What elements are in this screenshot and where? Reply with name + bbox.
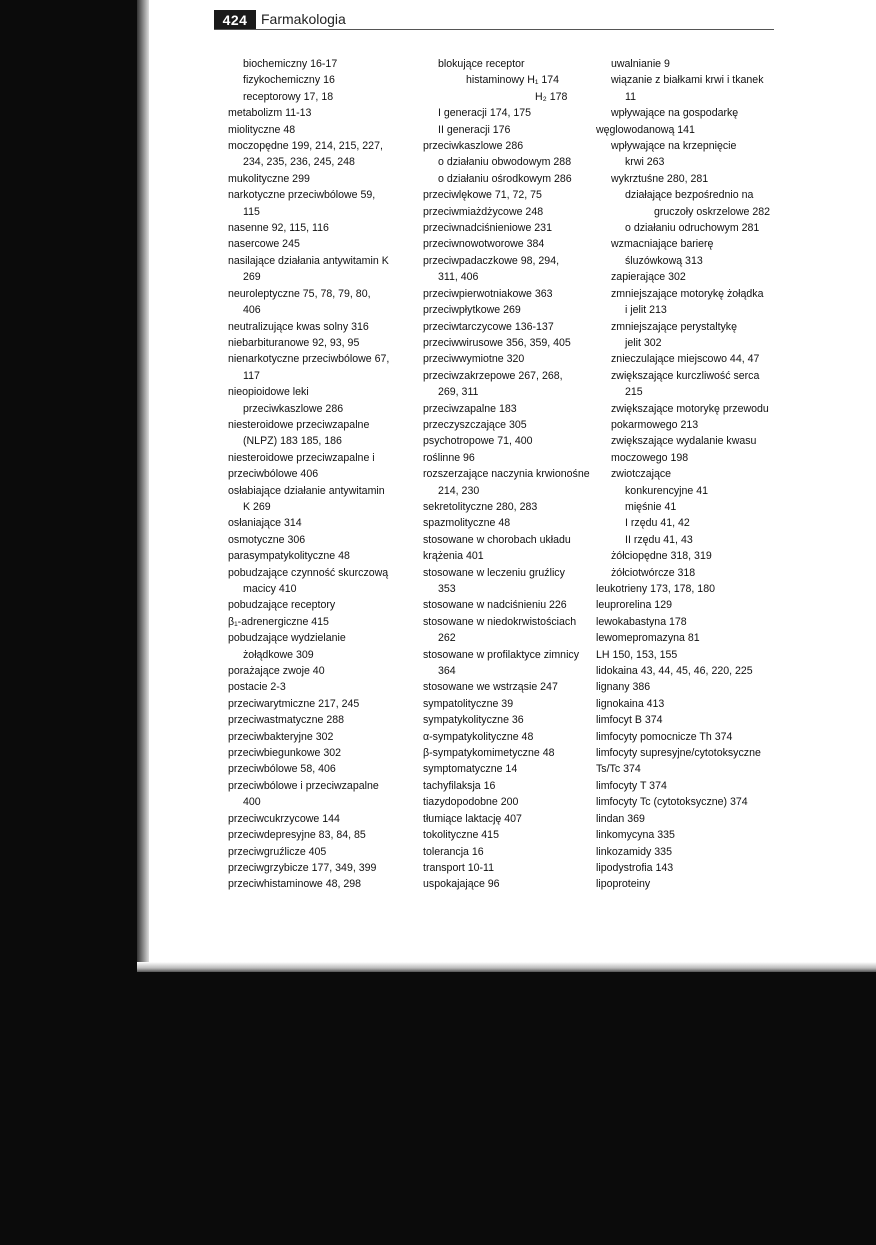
index-entry: limfocyty supresyjne/cytotoksyczne — [596, 747, 761, 760]
index-entry: narkotyczne przeciwbólowe 59, — [228, 189, 376, 202]
index-entry: śluzówkową 313 — [625, 254, 703, 267]
index-entry: 364 — [438, 665, 456, 678]
index-entry: lignokaina 413 — [596, 697, 665, 710]
index-entry: nieopioidowe leki — [228, 386, 309, 399]
index-entry: II generacji 176 — [438, 123, 511, 136]
index-entry: o działaniu odruchowym 281 — [625, 222, 760, 235]
index-entry: mięśnie 41 — [625, 500, 677, 513]
index-entry: transport 10-11 — [423, 861, 495, 874]
index-entry: przeciwpierwotniakowe 363 — [423, 287, 553, 300]
index-entry: lewokabastyna 178 — [596, 615, 687, 628]
index-entry: 115 — [243, 205, 260, 218]
index-entry: tokolityczne 415 — [423, 829, 499, 842]
index-entry: lipodystrofia 143 — [596, 861, 674, 874]
index-entry: o działaniu ośrodkowym 286 — [438, 172, 572, 185]
page-number: 424 — [214, 10, 256, 30]
index-entry: 234, 235, 236, 245, 248 — [243, 156, 355, 169]
index-entry: metabolizm 11-13 — [228, 107, 312, 120]
index-entry: o działaniu obwodowym 288 — [438, 156, 572, 169]
index-entry: nienarkotyczne przeciwbólowe 67, — [228, 353, 390, 366]
index-entry: limfocyty pomocnicze Th 374 — [596, 730, 733, 743]
index-entry: I rzędu 41, 42 — [625, 517, 690, 530]
index-entry: zwiotczające — [611, 468, 672, 481]
index-entry: nasercowe 245 — [228, 238, 300, 251]
index-column-3 — [596, 56, 786, 893]
index-entry: H₂ 178 — [535, 90, 568, 103]
index-entry: sympatykolityczne 36 — [423, 714, 524, 727]
index-entry: 262 — [438, 632, 456, 645]
index-entry: limfocyty Tc (cytotoksyczne) 374 — [596, 796, 748, 809]
index-entry: 269 — [243, 271, 261, 284]
index-entry: 117 — [243, 369, 260, 382]
index-entry: pobudzające czynność skurczową — [228, 566, 389, 579]
index-entry: znieczulające miejscowo 44, 47 — [611, 353, 760, 366]
index-entry: zwiększające wydalanie kwasu — [611, 435, 757, 448]
index-entry: tachyfilaksja 16 — [423, 779, 496, 792]
index-entry: uspokajające 96 — [423, 878, 500, 891]
index-entry: lindan 369 — [596, 812, 645, 825]
index-entry: krążenia 401 — [423, 550, 484, 563]
index-entry: psychotropowe 71, 400 — [423, 435, 533, 448]
index-entry: przeciwcukrzycowe 144 — [228, 812, 340, 825]
index-entry: stosowane w chorobach układu — [423, 533, 571, 546]
index-entry: wzmacniające barierę — [611, 238, 714, 251]
index-entry: tłumiące laktację 407 — [423, 812, 522, 825]
index-entry: symptomatyczne 14 — [423, 763, 518, 776]
index-entry: stosowane w leczeniu gruźlicy — [423, 566, 565, 579]
index-entry: linkozamidy 335 — [596, 845, 672, 858]
index-entry: lewomepromazyna 81 — [596, 632, 700, 645]
index-entry: osmotyczne 306 — [228, 533, 306, 546]
index-entry: przeciwbakteryjne 302 — [228, 730, 334, 743]
index-entry: K 269 — [243, 500, 271, 513]
index-entry: przeciwmiażdżycowe 248 — [423, 205, 544, 218]
index-entry: przeciwarytmiczne 217, 245 — [228, 697, 360, 710]
index-entry: α-sympatykolityczne 48 — [423, 730, 534, 743]
index-entry: wpływające na gospodarkę — [611, 107, 739, 120]
index-entry: moczowego 198 — [611, 451, 689, 464]
index-entry: 215 — [625, 386, 643, 399]
index-entry: jelit 302 — [625, 336, 662, 349]
index-entry: nasenne 92, 115, 116 — [228, 222, 329, 235]
index-entry: porażające zwoje 40 — [228, 665, 325, 678]
index-entry: biochemiczny 16-17 — [243, 58, 338, 70]
index-entry: limfocyt B 374 — [596, 714, 663, 727]
index-entry: pobudzające wydzielanie — [228, 632, 346, 645]
index-entry: stosowane w niedokrwistościach — [423, 615, 577, 628]
index-entry: 269, 311 — [438, 386, 479, 399]
index-entry: macicy 410 — [243, 583, 297, 595]
index-entry: osłabiające działanie antywitamin — [228, 484, 385, 497]
index-entry: przeciwkaszlowe 286 — [423, 140, 524, 153]
index-entry: przeciwpadaczkowe 98, 294, — [423, 254, 560, 267]
index-entry: wpływające na krzepnięcie — [611, 140, 737, 153]
index-entry: Ts/Tc 374 — [596, 763, 641, 776]
index-entry: sekretolityczne 280, 283 — [423, 500, 538, 513]
index-entry: przeciwpłytkowe 269 — [423, 304, 521, 317]
index-entry: przeciwastmatyczne 288 — [228, 714, 344, 727]
index-entry: β-sympatykomimetyczne 48 — [423, 747, 555, 760]
index-entry: receptorowy 17, 18 — [243, 90, 334, 103]
index-entry: przeciwbólowe 406 — [228, 468, 319, 481]
index-column-1 — [228, 56, 413, 893]
index-entry: przeciwgrzybicze 177, 349, 399 — [228, 861, 377, 874]
index-entry: 400 — [243, 796, 261, 809]
index-entry: osłaniające 314 — [228, 517, 302, 530]
index-column-2 — [423, 56, 593, 893]
index-entry: przeciwgruźlicze 405 — [228, 845, 327, 858]
index-entry: zmniejszające perystaltykę — [611, 320, 737, 333]
index-entry: β₁-adrenergiczne 415 — [228, 615, 329, 628]
index-entry: zwiększające kurczliwość serca — [611, 369, 760, 382]
index-entry: wiązanie z białkami krwi i tkanek — [611, 74, 764, 87]
index-entry: stosowane we wstrząsie 247 — [423, 681, 558, 694]
index-entry: fizykochemiczny 16 — [243, 74, 335, 87]
index-entry: przeciwbiegunkowe 302 — [228, 747, 342, 760]
index-entry: przeciwdepresyjne 83, 84, 85 — [228, 829, 366, 842]
index-entry: (NLPZ) 183 185, 186 — [243, 435, 342, 448]
index-entry: linkomycyna 335 — [596, 829, 675, 842]
index-entry: limfocyty T 374 — [596, 779, 667, 792]
index-entry: niesteroidowe przeciwzapalne i — [228, 451, 375, 464]
index-entry: stosowane w nadciśnieniu 226 — [423, 599, 567, 612]
index-entry: przeciwbólowe i przeciwzapalne — [228, 779, 379, 792]
index-entry: 353 — [438, 583, 456, 595]
index-entry: tolerancja 16 — [423, 845, 484, 858]
index-entry: przeciwzapalne 183 — [423, 402, 517, 415]
index-entry: stosowane w profilaktyce zimnicy — [423, 648, 580, 661]
index-entry: wykrztuśne 280, 281 — [611, 172, 709, 185]
index-entry: tiazydopodobne 200 — [423, 796, 519, 809]
index-entry: II rzędu 41, 43 — [625, 533, 693, 546]
index-entry: zapierające 302 — [611, 271, 686, 284]
index-entry: nasilające działania antywitamin K — [228, 254, 389, 267]
index-entry: i jelit 213 — [625, 304, 667, 317]
index-entry: neuroleptyczne 75, 78, 79, 80, — [228, 287, 371, 300]
index-entry: 214, 230 — [438, 484, 480, 497]
index-entry: roślinne 96 — [423, 451, 475, 464]
index-entry: pobudzające receptory — [228, 599, 336, 612]
index-entry: przeciwhistaminowe 48, 298 — [228, 878, 362, 891]
index-entry: przeciwzakrzepowe 267, 268, — [423, 369, 563, 382]
header-rule — [214, 29, 774, 30]
index-entry: gruczoły oskrzelowe 282 — [654, 205, 770, 218]
index-entry: miolityczne 48 — [228, 123, 296, 136]
index-entry: przeciwwirusowe 356, 359, 405 — [423, 336, 571, 349]
index-entry: histaminowy H₁ 174 — [466, 74, 560, 87]
index-entry: przeciwtarczycowe 136-137 — [423, 320, 554, 333]
scan-bottom-shadow — [18, 972, 876, 1245]
index-entry: zmniejszające motorykę żołądka — [611, 287, 764, 300]
running-title: Farmakologia — [261, 11, 346, 27]
index-entry: I generacji 174, 175 — [438, 107, 532, 120]
index-entry: pokarmowego 213 — [611, 418, 699, 431]
index-entry: uwalnianie 9 — [611, 58, 670, 70]
index-entry: rozszerzające naczynia krwionośne — [423, 468, 590, 481]
index-entry: działające bezpośrednio na — [625, 189, 754, 202]
index-entry: parasympatykolityczne 48 — [228, 550, 350, 563]
index-entry: przeciwlękowe 71, 72, 75 — [423, 189, 542, 202]
index-entry: węglowodanową 141 — [596, 123, 695, 136]
index-entry: niebarbituranowe 92, 93, 95 — [228, 336, 360, 349]
index-entry: przeciwbólowe 58, 406 — [228, 763, 336, 776]
index-entry: przeczyszczające 305 — [423, 418, 527, 431]
index-entry: neutralizujące kwas solny 316 — [228, 320, 369, 333]
index-entry: moczopędne 199, 214, 215, 227, — [228, 140, 383, 153]
index-entry: przeciwkaszlowe 286 — [243, 402, 344, 415]
index-entry: zwiększające motorykę przewodu — [611, 402, 769, 415]
index-entry: blokujące receptor — [438, 58, 525, 70]
index-entry: konkurencyjne 41 — [625, 484, 709, 497]
index-entry: żółciopędne 318, 319 — [611, 550, 712, 563]
index-entry: LH 150, 153, 155 — [596, 648, 678, 661]
index-entry: niesteroidowe przeciwzapalne — [228, 418, 370, 431]
index-entry: lipoproteiny — [596, 878, 651, 891]
index-entry: mukolityczne 299 — [228, 172, 310, 185]
index-entry: leuprorelina 129 — [596, 599, 672, 612]
index-entry: przeciwwymiotne 320 — [423, 353, 525, 366]
index-entry: żołądkowe 309 — [243, 648, 314, 661]
index-entry: 11 — [625, 90, 636, 103]
index-entry: sympatolityczne 39 — [423, 697, 514, 710]
index-entry: przeciwnowotworowe 384 — [423, 238, 545, 251]
index-entry: 406 — [243, 304, 261, 317]
index-entry: krwi 263 — [625, 156, 665, 169]
index-entry: lidokaina 43, 44, 45, 46, 220, 225 — [596, 665, 753, 678]
index-entry: żółciotwórcze 318 — [611, 566, 696, 579]
index-entry: spazmolityczne 48 — [423, 517, 511, 530]
index-entry: postacie 2-3 — [228, 681, 286, 694]
index-entry: lignany 386 — [596, 681, 651, 694]
index-entry: przeciwnadciśnieniowe 231 — [423, 222, 552, 235]
index-entry: leukotrieny 173, 178, 180 — [596, 583, 715, 595]
index-entry: 311, 406 — [438, 271, 479, 284]
